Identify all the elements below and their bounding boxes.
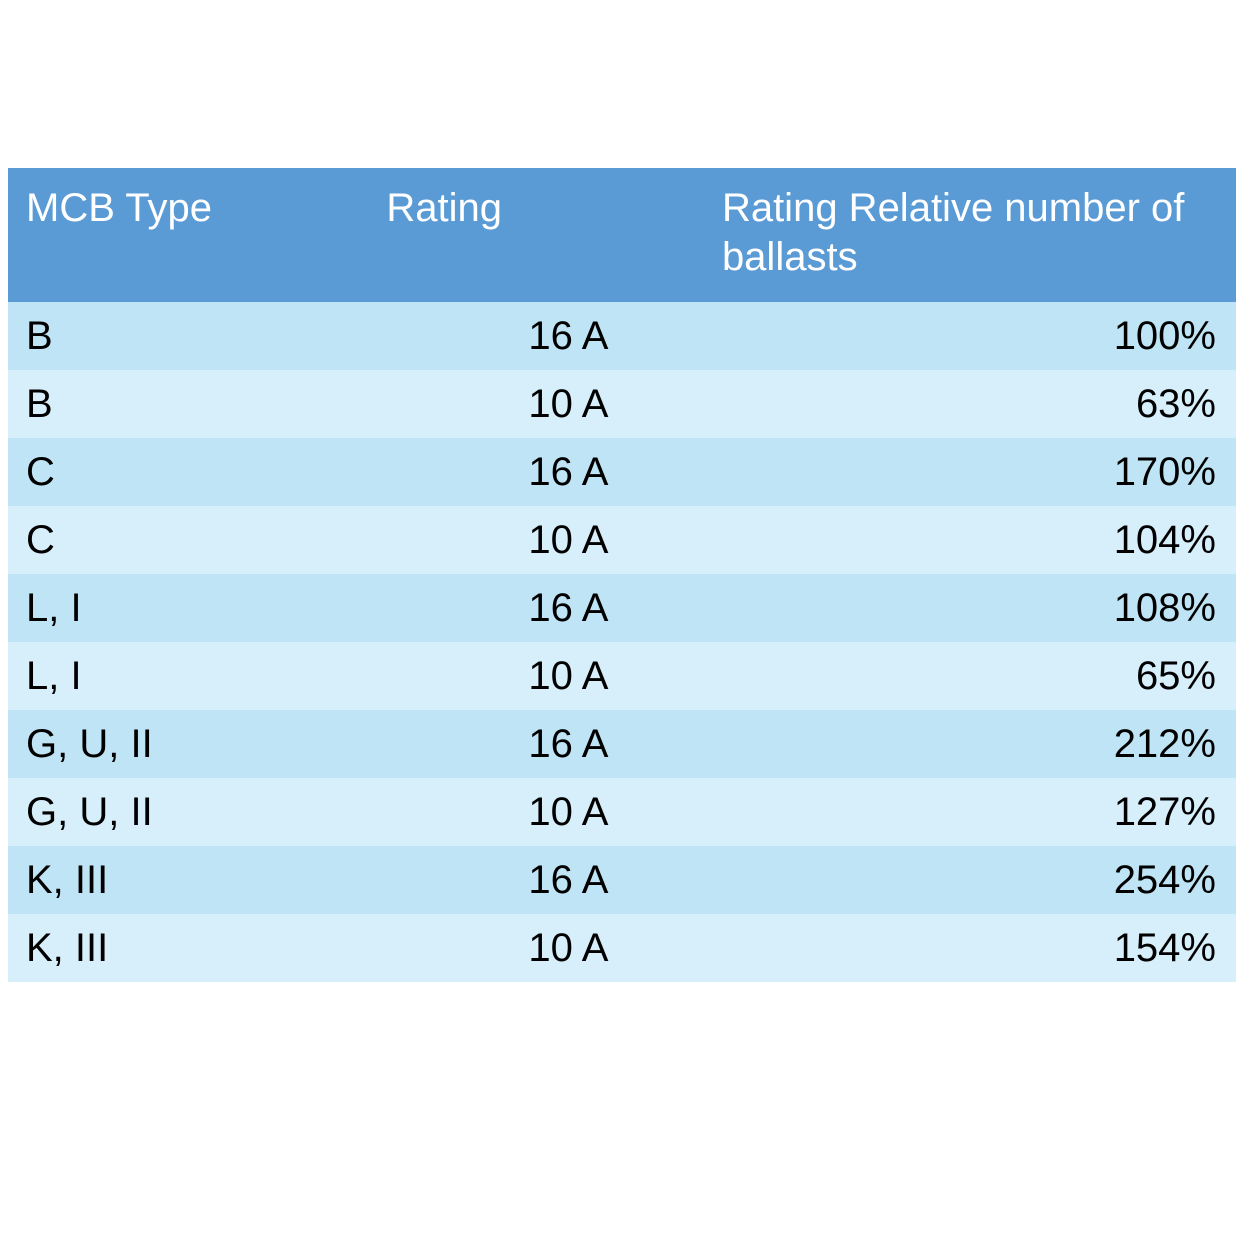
cell-rating: 16 A [528, 857, 609, 902]
cell-mcb-type: C [26, 517, 55, 562]
cell-rating: 10 A [528, 789, 609, 834]
cell-relative-number: 63% [1135, 381, 1216, 426]
mcb-ratings-table [8, 168, 1236, 982]
cell-mcb-type: L, I [26, 585, 82, 630]
cell-mcb-type: B [26, 381, 53, 426]
table-row [8, 574, 1236, 642]
cell-relative-number: 154% [1113, 925, 1216, 970]
cell-rating: 16 A [528, 313, 609, 358]
cell-rating: 10 A [528, 653, 609, 698]
cell-rating: 10 A [528, 381, 609, 426]
table-header [8, 168, 1236, 302]
column-header-mcb-type: MCB Type [8, 168, 376, 302]
table-row [8, 506, 1236, 574]
cell-mcb-type: L, I [26, 653, 82, 698]
cell-relative-number: 127% [1113, 789, 1216, 834]
table-header-row [8, 168, 1236, 302]
cell-relative-number: 104% [1113, 517, 1216, 562]
cell-mcb-type: G, U, II [26, 721, 153, 766]
table-row [8, 302, 1236, 370]
cell-mcb-type: K, III [26, 857, 109, 902]
cell-mcb-type: B [26, 313, 53, 358]
cell-relative-number: 108% [1113, 585, 1216, 630]
column-header-relative-number-of-ballasts: Rating Relative number of ballasts [708, 168, 1236, 302]
cell-rating: 16 A [528, 449, 609, 494]
cell-relative-number: 65% [1135, 653, 1216, 698]
cell-relative-number: 254% [1113, 857, 1216, 902]
table-row [8, 370, 1236, 438]
cell-relative-number: 100% [1113, 313, 1216, 358]
table-row [8, 778, 1236, 846]
cell-relative-number: 212% [1113, 721, 1216, 766]
cell-rating: 10 A [528, 517, 609, 562]
table-row [8, 642, 1236, 710]
table-row [8, 914, 1236, 982]
mcb-table-container [8, 168, 1236, 982]
cell-rating: 16 A [528, 721, 609, 766]
cell-rating: 10 A [528, 925, 609, 970]
cell-mcb-type: K, III [26, 925, 109, 970]
table-row [8, 438, 1236, 506]
table-row [8, 710, 1236, 778]
cell-mcb-type: G, U, II [26, 789, 153, 834]
cell-mcb-type: C [26, 449, 55, 494]
cell-relative-number: 170% [1113, 449, 1216, 494]
table-body [8, 302, 1236, 982]
cell-rating: 16 A [528, 585, 609, 630]
table-row [8, 846, 1236, 914]
column-header-rating: Rating [376, 168, 708, 302]
